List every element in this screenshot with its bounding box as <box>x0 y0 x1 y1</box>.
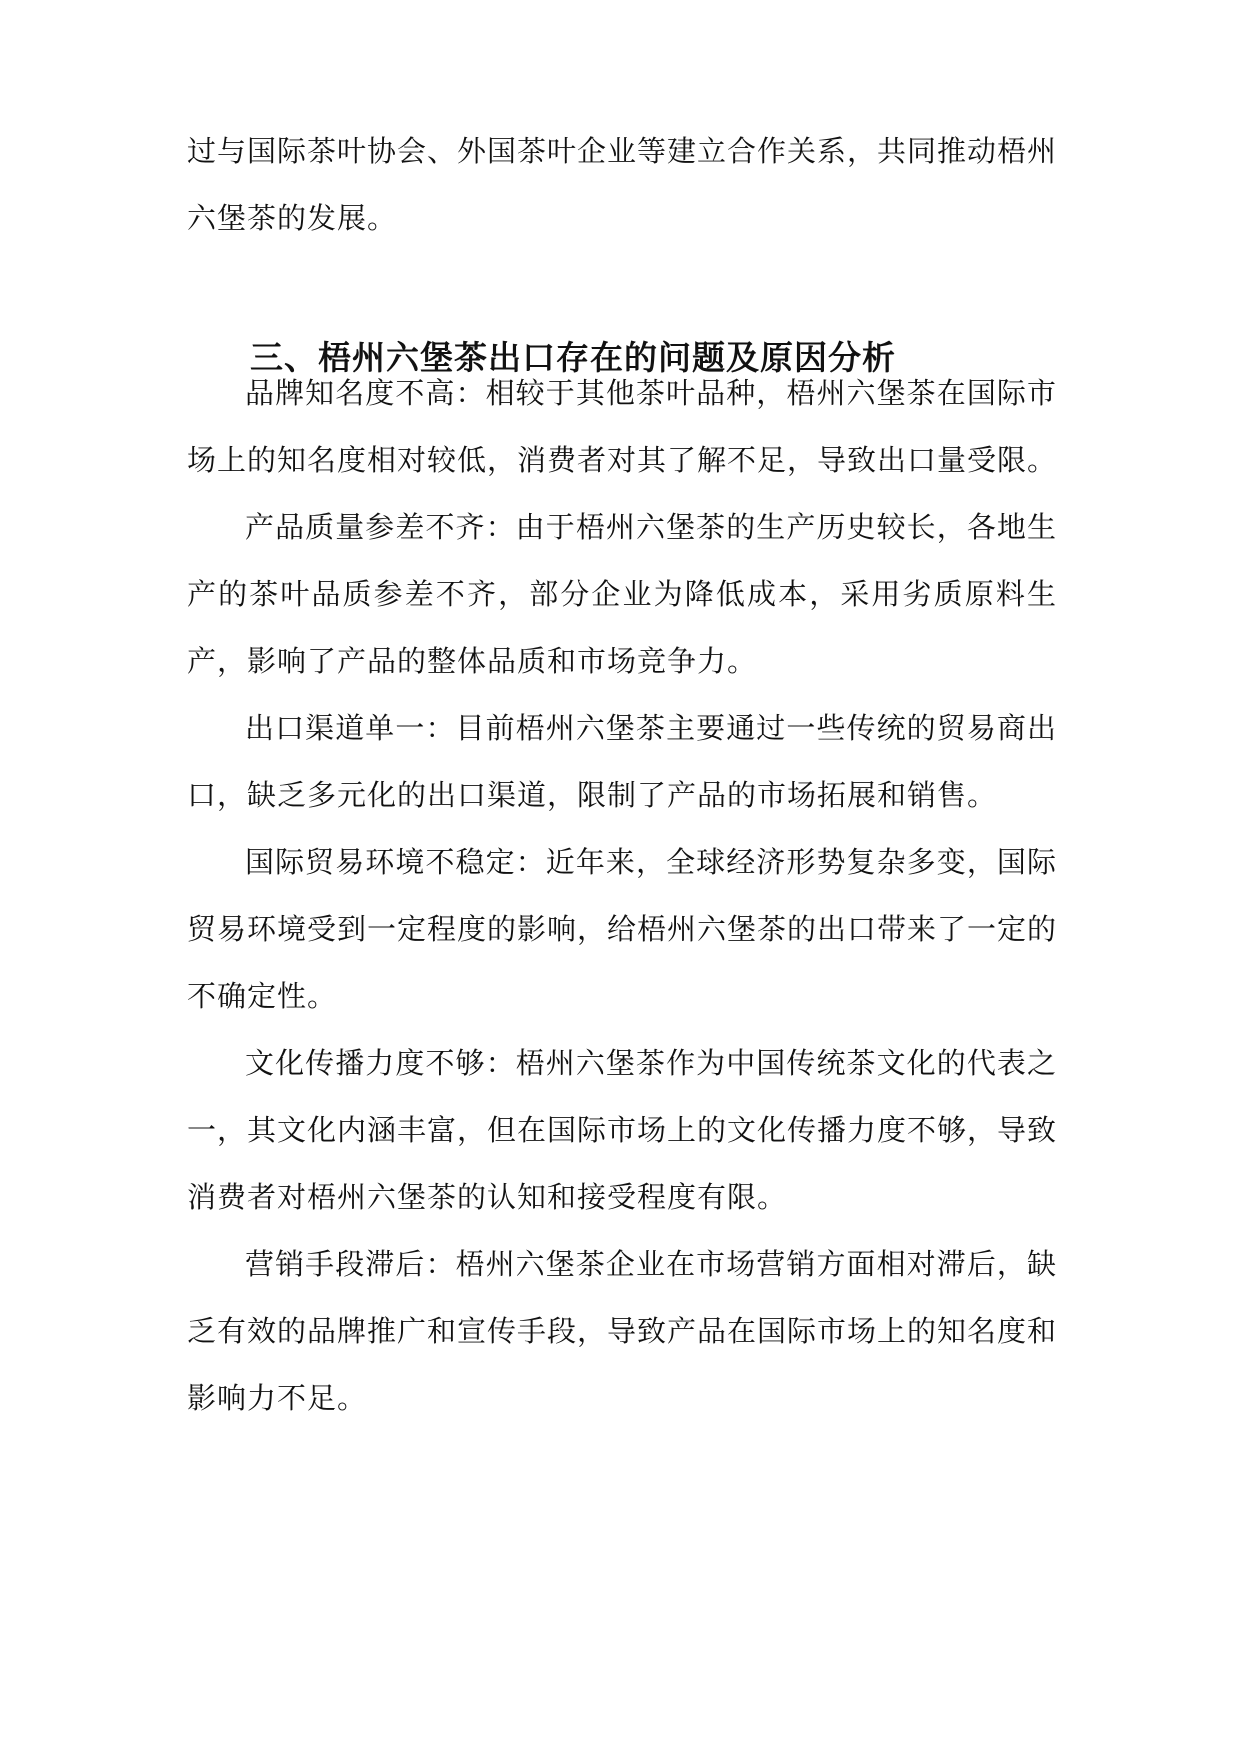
section-heading: 三、梧州六堡茶出口存在的问题及原因分析 <box>250 338 896 377</box>
paragraph-product-quality: 产品质量参差不齐：由于梧州六堡茶的生产历史较长，各地生产的茶叶品质参差不齐，部分企业为降低成本，采用劣质原料生产，影响了产品的整体品质和市场竞争力。 <box>187 510 1057 678</box>
paragraph-brand-awareness: 品牌知名度不高：相较于其他茶叶品种，梧州六堡茶在国际市场上的知名度相对较低，消费者对其了解不足，导致出口量受限。 <box>187 376 1058 477</box>
paragraph-trade-environment: 国际贸易环境不稳定：近年来，全球经济形势复杂多变，国际贸易环境受到一定程度的影响，给梧州六堡茶的出口带来了一定的不确定性。 <box>187 845 1058 1013</box>
paragraph-marketing: 营销手段滞后：梧州六堡茶企业在市场营销方面相对滞后，缺乏有效的品牌推广和宣传手段，导致产品在国际市场上的知名度和影响力不足。 <box>187 1247 1058 1415</box>
continuation-paragraph: 过与国际茶叶协会、外国茶叶企业等建立合作关系，共同推动梧州六堡茶的发展。 <box>187 134 1058 235</box>
paragraph-cultural-communication: 文化传播力度不够：梧州六堡茶作为中国传统茶文化的代表之一，其文化内涵丰富，但在国际市场上的文化传播力度不够，导致消费者对梧州六堡茶的认知和接受程度有限。 <box>187 1046 1058 1214</box>
paragraph-export-channels: 出口渠道单一：目前梧州六堡茶主要通过一些传统的贸易商出口，缺乏多元化的出口渠道，限制了产品的市场拓展和销售。 <box>187 711 1057 812</box>
